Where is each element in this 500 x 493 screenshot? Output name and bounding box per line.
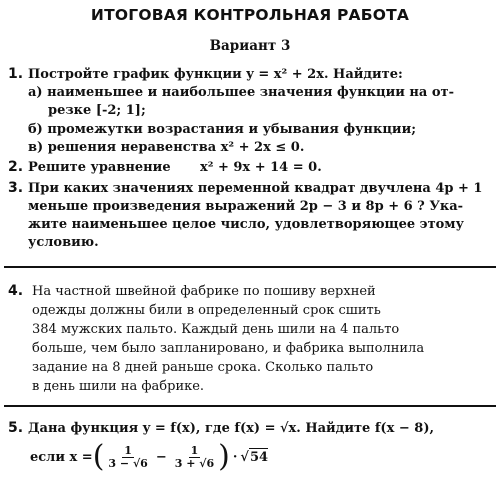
task-3-line4: условию. [28, 235, 99, 250]
fraction-1-denominator: 3 − √6 [108, 456, 148, 470]
task-1-number: 1. [8, 66, 24, 82]
section-divider-1 [4, 266, 496, 268]
task-2-text: Решите уравнение [28, 160, 171, 175]
task-3-number: 3. [8, 180, 24, 196]
task-5-number: 5. [8, 420, 24, 436]
fraction-2 [173, 445, 216, 470]
task-4-line3: 384 мужских пальто. Каждый день шили на 4 пальто [32, 322, 400, 337]
task-4-line2: одежды должны били в определенный срок сшить [32, 303, 381, 318]
task-4-number: 4. [8, 283, 24, 299]
task-5-if-text: если x = [30, 449, 93, 465]
right-paren: ) [218, 439, 230, 474]
task-1-a-line2: резке [-2; 1]; [48, 103, 146, 118]
task-1-b: б) промежутки возрастания и убывания функции; [28, 122, 417, 137]
task-5-expression [30, 439, 269, 474]
fraction-1 [106, 445, 149, 470]
minus-sign: − [155, 449, 167, 465]
task-2-number: 2. [8, 159, 24, 175]
task-3-line3: жите наименьшее целое число, удовлетворяющее этому [28, 217, 464, 232]
page-title: ИТОГОВАЯ КОНТРОЛЬНАЯ РАБОТА [90, 6, 410, 24]
task-4-line6: в день шили на фабрике. [32, 379, 205, 394]
task-4-line1: На частной швейной фабрике по пошиву верхней [32, 284, 376, 299]
left-paren: ( [92, 439, 105, 474]
task-3-line2: меньше произведения выражений 2p − 3 и 8p + 6 ? Ука- [28, 199, 464, 214]
fraction-2-denominator: 3 + √6 [174, 456, 215, 470]
task-2-equation: x² + 9x + 14 = 0. [200, 160, 322, 175]
task-4-line5: задание на 8 дней раньше срока. Сколько пальто [32, 360, 374, 375]
section-divider-2 [4, 405, 496, 407]
task-1-text: Постройте график функции y = x² + 2x. Найдите: [28, 67, 403, 82]
variant-label: Вариант 3 [209, 38, 291, 54]
task-1-a-line1: а) наименьшее и наибольшее значения функции на от- [28, 85, 454, 100]
task-4-line4: больше, чем было запланировано, и фабрика выполнила [32, 341, 425, 356]
task-1-c: в) решения неравенства x² + 2x ≤ 0. [28, 140, 305, 155]
sqrt-symbol: √ [240, 449, 249, 465]
task-5-line1: Дана функция y = f(x), где f(x) = √x. Найдите f(x − 8), [28, 421, 434, 436]
task-3-line1: При каких значениях переменной квадрат двучлена 4p + 1 [28, 181, 483, 196]
fraction-2-numerator: 1 [190, 443, 199, 457]
sqrt-radicand: 54 [249, 450, 269, 465]
fraction-1-numerator: 1 [124, 443, 132, 457]
multiply-sign: · [232, 449, 238, 465]
